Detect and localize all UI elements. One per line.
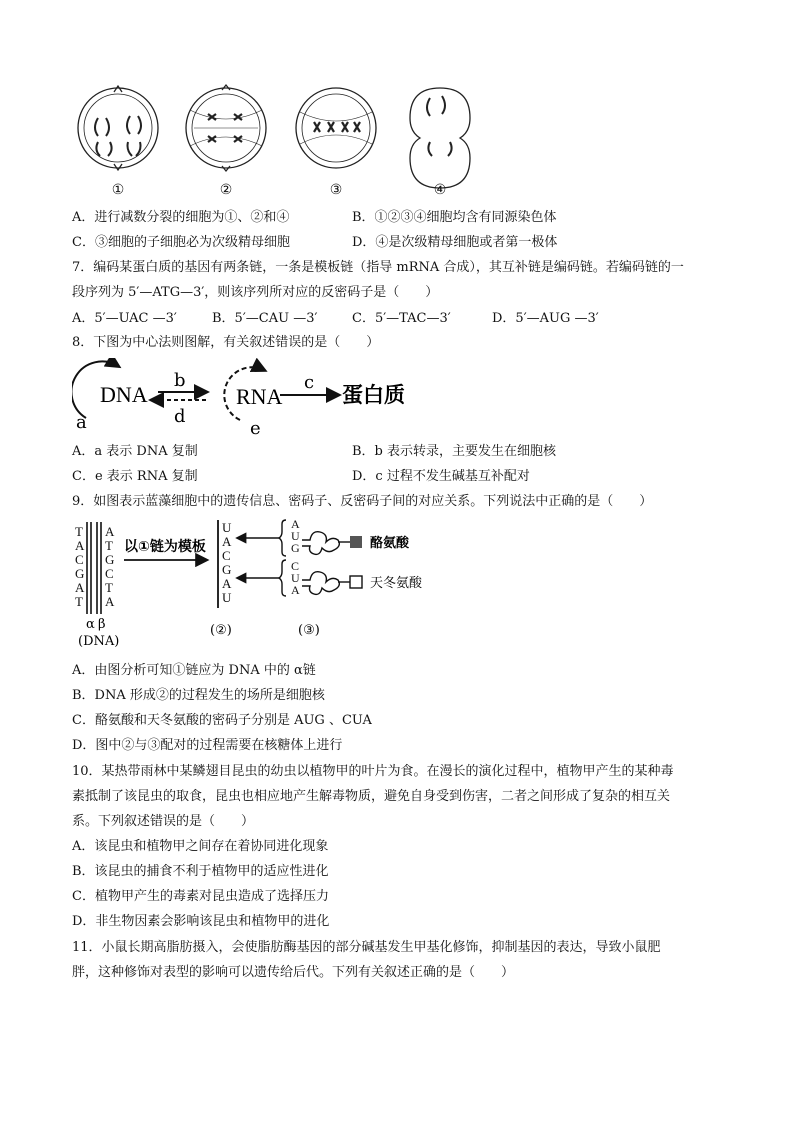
q10-option-d[interactable]: D．非生物因素会影响该昆虫和植物甲的进化 — [72, 914, 330, 929]
q6-option-d[interactable]: D．④是次级精母细胞或者第一极体 — [352, 235, 558, 250]
amino-acid-top-label: 酪氨酸 — [370, 536, 410, 551]
cell-division-figure — [70, 70, 490, 200]
q9-option-d[interactable]: D．图中②与③配对的过程需要在核糖体上进行 — [72, 738, 343, 753]
label-e: e — [250, 418, 261, 436]
dna-label: (DNA) — [78, 634, 120, 649]
cell-1-label: ① — [111, 182, 125, 198]
cell-1-diagram — [78, 86, 158, 170]
q11-stem-line1: 11．小鼠长期高脂肪摄入，会使脂肪酶基因的部分碱基发生甲基化修饰，抑制基因的表达，导致小鼠肥 — [72, 940, 661, 955]
q8-option-a[interactable]: A．a 表示 DNA 复制 — [72, 444, 198, 459]
q9-option-c[interactable]: C．酪氨酸和天冬氨酸的密码子分别是 AUG 、CUA — [72, 713, 372, 728]
q7-option-a[interactable]: A．5′—UAC —3′ — [72, 311, 177, 326]
mrna-label: (②) — [210, 623, 232, 638]
q7-stem-line2: 段序列为 5′—ATG—3′，则该序列所对应的反密码子是（ ） — [72, 285, 439, 300]
q6-option-b[interactable]: B．①②③④细胞均含有同源染色体 — [352, 210, 557, 225]
beta-base-3: G — [105, 552, 115, 567]
q8-option-c[interactable]: C．e 表示 RNA 复制 — [72, 469, 198, 484]
beta-base-1: A — [105, 524, 115, 539]
amino-acid-block-top — [350, 536, 362, 548]
q6-option-c[interactable]: C．③细胞的子细胞必为次级精母细胞 — [72, 235, 290, 250]
beta-base-6: A — [105, 594, 115, 609]
central-dogma-diagram — [72, 358, 412, 436]
beta-base-2: T — [105, 538, 113, 553]
alpha-base-1: T — [75, 524, 83, 539]
alpha-base-6: T — [75, 594, 83, 609]
cell-4-label: ④ — [433, 182, 447, 198]
label-c: c — [304, 372, 315, 393]
protein-label: 蛋白质 — [342, 383, 405, 407]
trna-label: (③) — [298, 623, 320, 638]
q9-stem: 9．如图表示蓝藻细胞中的遗传信息、密码子、反密码子间的对应关系。下列说法中正确的是（ ） — [72, 494, 653, 509]
anticodon-top-2: U — [291, 529, 300, 543]
q7-option-c[interactable]: C．5′—TAC—3′ — [352, 311, 451, 326]
cell-2-diagram — [186, 85, 266, 171]
beta-base-5: T — [105, 580, 113, 595]
label-b: b — [174, 370, 186, 391]
amino-acid-bottom-label: 天冬氨酸 — [370, 576, 423, 591]
anticodon-top-3: G — [291, 541, 300, 555]
cell-2-label: ② — [219, 182, 233, 198]
template-text: 以①链为模板 — [124, 539, 206, 555]
anticodon-bottom-2: U — [291, 571, 300, 585]
q8-option-b[interactable]: B．b 表示转录，主要发生在细胞核 — [352, 444, 557, 459]
q10-stem-line3: 系。下列叙述错误的是（ ） — [72, 814, 255, 829]
mrna-base-4: G — [222, 562, 232, 577]
q7-stem-line1: 7．编码某蛋白质的基因有两条链，一条是模板链（指导 mRNA 合成），其互补链是编码链。若编码链的一 — [72, 260, 684, 275]
alpha-label: α — [86, 617, 95, 632]
q6-option-a[interactable]: A．进行减数分裂的细胞为①、②和④ — [72, 210, 290, 225]
q10-stem-line1: 10．某热带雨林中某鳞翅目昆虫的幼虫以植物甲的叶片为食。在漫长的演化过程中，植物甲产生的某种毒 — [72, 764, 674, 779]
label-a: a — [76, 412, 87, 433]
cell-3-diagram — [296, 88, 376, 168]
q7-option-d[interactable]: D．5′—AUG —3′ — [492, 311, 599, 326]
q8-option-d[interactable]: D．c 过程不发生碱基互补配对 — [352, 469, 530, 484]
q10-option-a[interactable]: A．该昆虫和植物甲之间存在着协同进化现象 — [72, 839, 329, 854]
alpha-base-2: A — [75, 538, 85, 553]
mrna-base-6: U — [222, 590, 232, 605]
cell-3-label: ③ — [329, 182, 343, 198]
alpha-base-5: A — [75, 580, 85, 595]
beta-label: β — [98, 617, 106, 632]
beta-base-4: C — [105, 566, 114, 581]
q9-option-a[interactable]: A．由图分析可知①链应为 DNA 中的 α链 — [72, 663, 316, 678]
label-d: d — [174, 406, 186, 427]
mrna-base-5: A — [222, 576, 232, 591]
q10-option-c[interactable]: C．植物甲产生的毒素对昆虫造成了选择压力 — [72, 889, 329, 904]
rna-label: RNA — [236, 384, 283, 409]
alpha-base-4: G — [75, 566, 85, 581]
mrna-base-3: C — [222, 548, 231, 563]
cell-4-diagram — [410, 88, 470, 188]
q11-stem-line2: 胖，这种修饰对表型的影响可以遗传给后代。下列有关叙述正确的是（ ） — [72, 965, 515, 980]
dna-label: DNA — [100, 382, 148, 407]
anticodon-bottom-3: A — [291, 583, 300, 597]
mrna-base-2: A — [222, 534, 232, 549]
anticodon-top-1: A — [291, 518, 300, 531]
mrna-base-1: U — [222, 520, 232, 535]
anticodon-bottom-1: C — [291, 559, 300, 573]
q7-option-b[interactable]: B．5′—CAU —3′ — [212, 311, 318, 326]
q9-option-b[interactable]: B．DNA 形成②的过程发生的场所是细胞核 — [72, 688, 325, 703]
q8-stem: 8．下图为中心法则图解，有关叙述错误的是（ ） — [72, 335, 380, 350]
q10-stem-line2: 素抵制了该昆虫的取食，昆虫也相应地产生解毒物质，避免自身受到伤害，二者之间形成了复杂的相互关 — [72, 789, 671, 804]
alpha-base-3: C — [75, 552, 84, 567]
q10-option-b[interactable]: B．该昆虫的捕食不利于植物甲的适应性进化 — [72, 864, 329, 879]
genetic-info-diagram — [72, 518, 442, 650]
